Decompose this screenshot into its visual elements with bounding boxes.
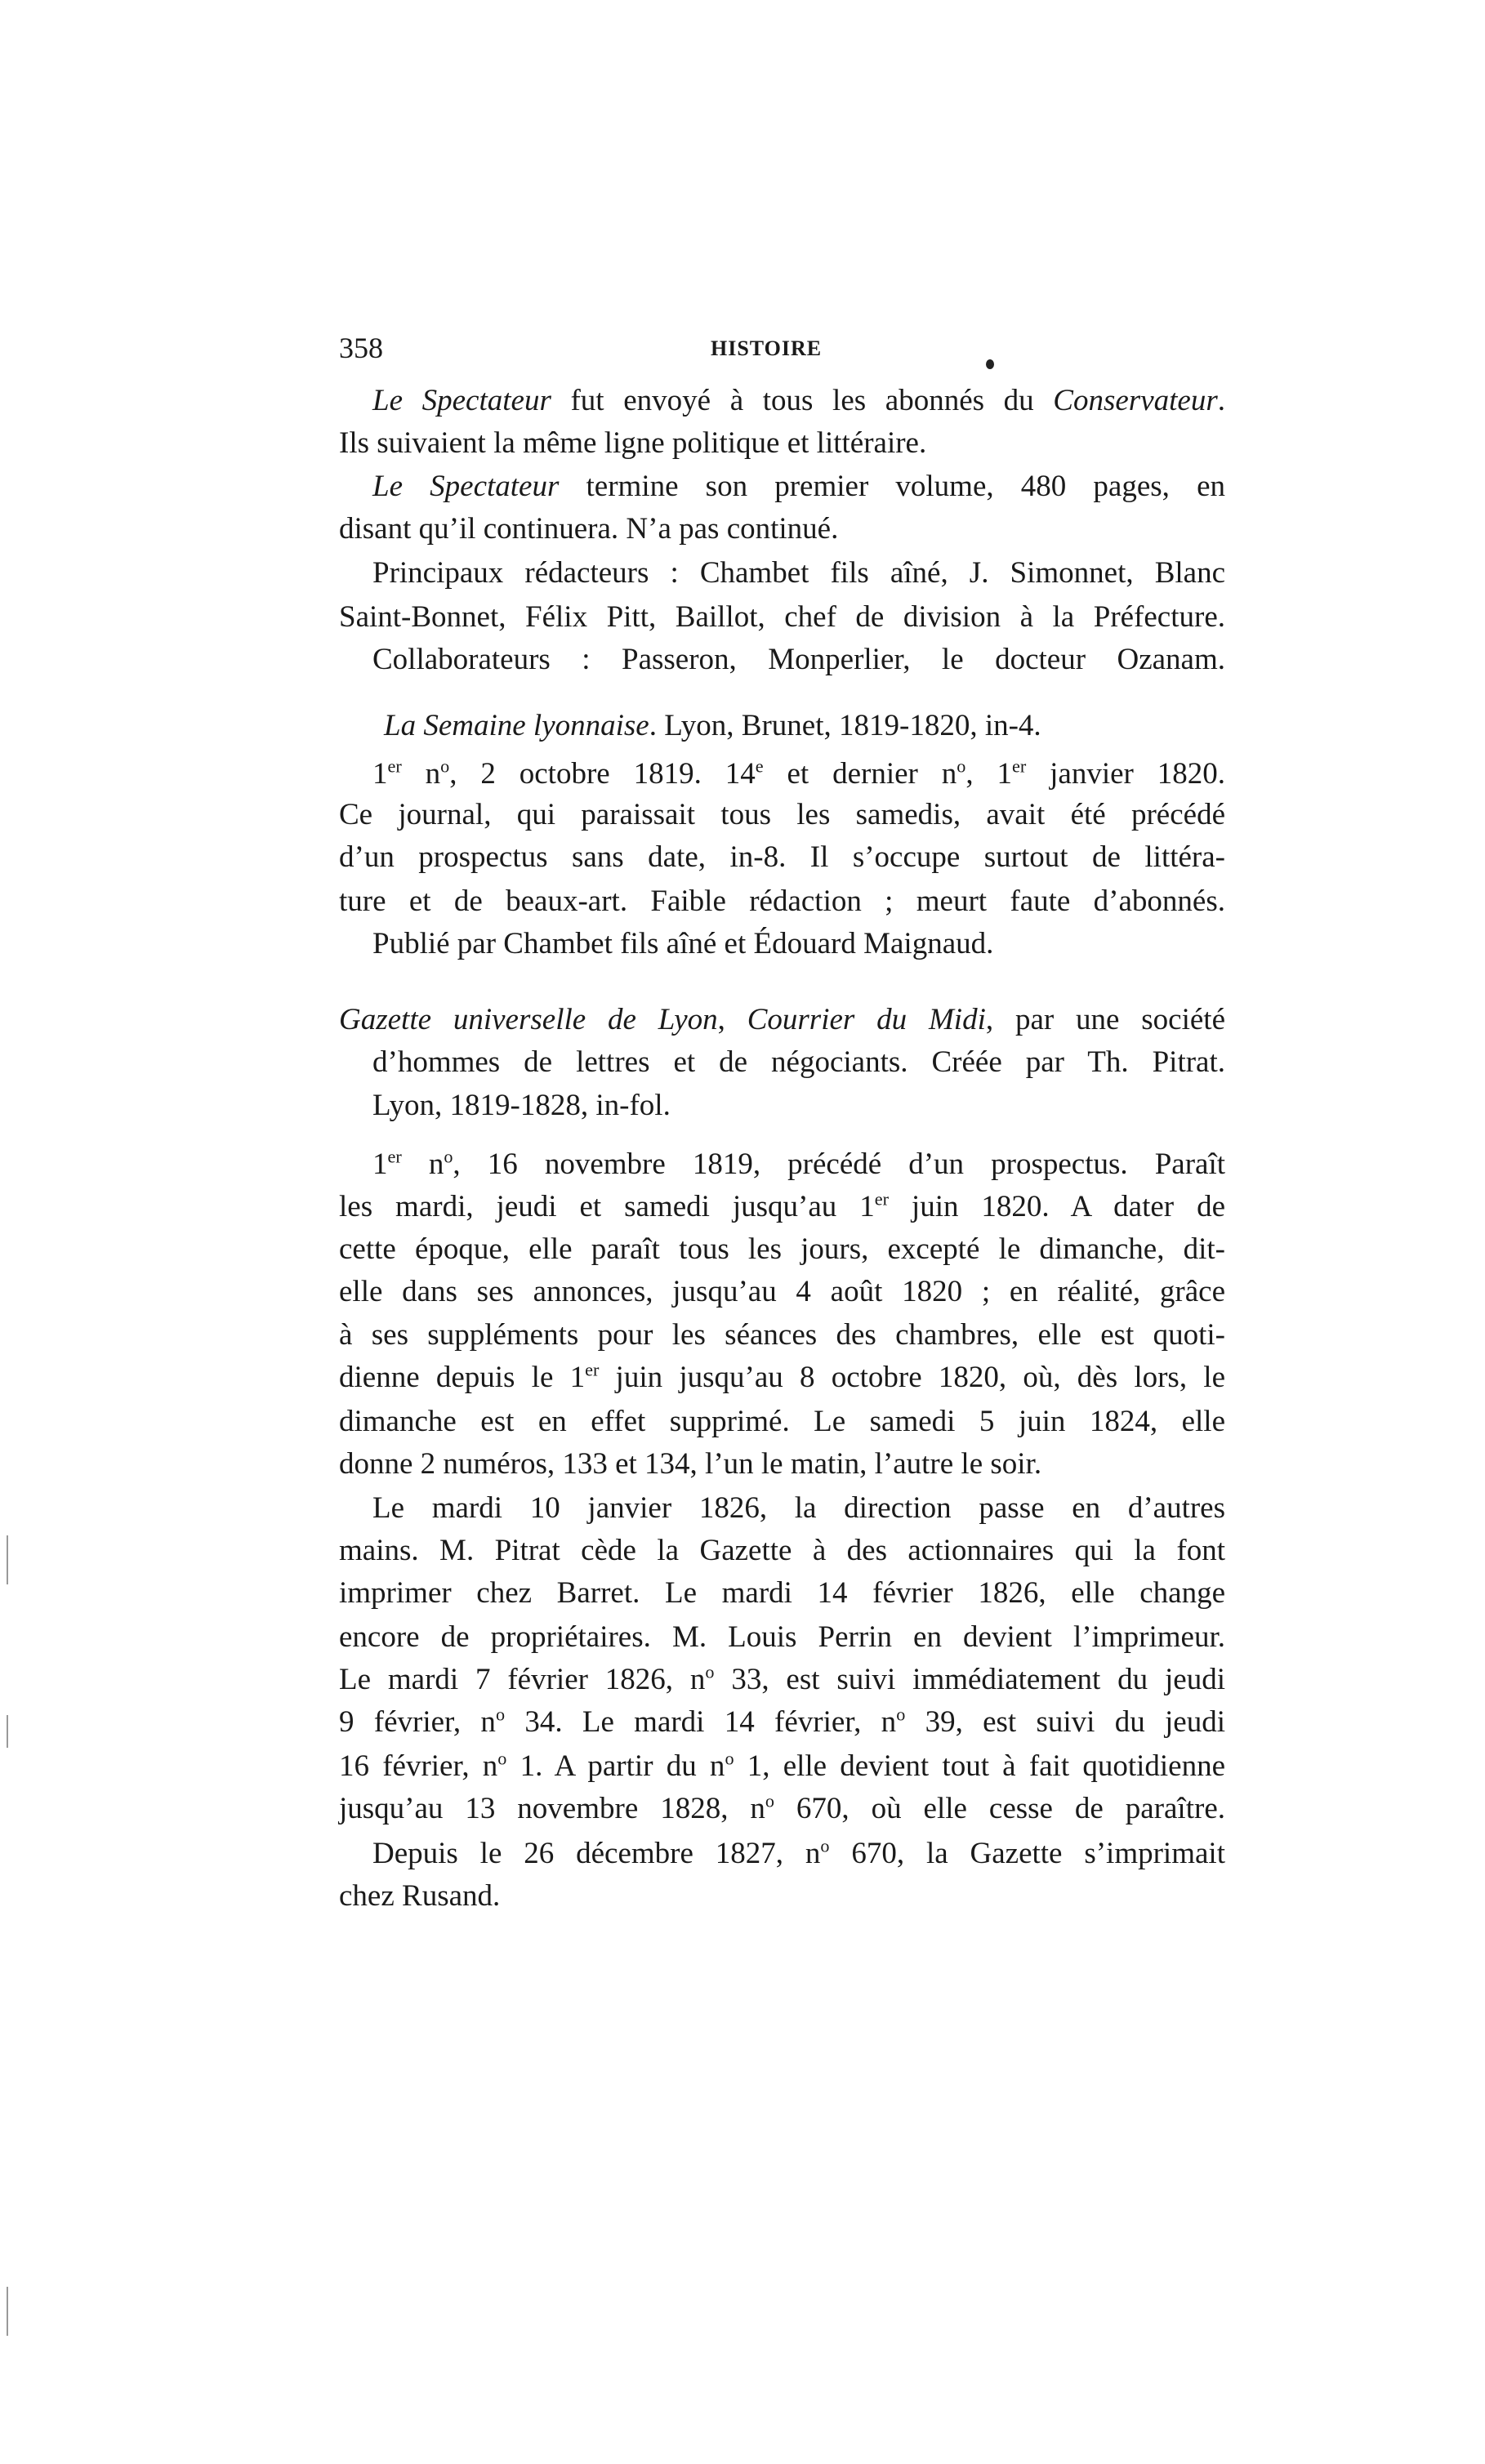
- text-run: fut envoyé à tous les abonnés du: [551, 384, 1054, 417]
- text-line: [339, 797, 1225, 833]
- italic-title: Gazette universelle de Lyon: [339, 1003, 718, 1036]
- text-line: [339, 884, 1225, 920]
- text-run: 1: [372, 1147, 388, 1181]
- text-line: [339, 1317, 1225, 1353]
- superscript: er: [1011, 755, 1027, 777]
- text-line: [339, 1749, 1225, 1785]
- text-line: [372, 469, 1225, 505]
- text-run: d’un prospectus sans date, in-8. Il s’occupe surtout de littéra-: [339, 840, 1225, 874]
- text-run: Ce journal, qui paraissait tous les samedis, avait été précédé: [339, 798, 1225, 831]
- text-line: [372, 1490, 1225, 1526]
- text-line: [372, 383, 1225, 419]
- text-run: dienne depuis le 1: [339, 1361, 586, 1394]
- text-run: elle dans ses annonces, jusqu’au 4 août 1820 ; en réalité, grâce: [339, 1275, 1225, 1308]
- text-line: [372, 1045, 1225, 1081]
- superscript: o: [440, 755, 450, 777]
- text-run: Publié par Chambet fils aîné et Édouard Maignaud.: [372, 927, 994, 960]
- text-line: [339, 1791, 1225, 1827]
- superscript: o: [957, 755, 966, 777]
- text-run: imprimer chez Barret. Le mardi 14 février 1826, elle change: [339, 1576, 1225, 1610]
- text-run: , par une société: [985, 1003, 1225, 1036]
- margin-mark: [7, 1535, 8, 1584]
- text-line: [339, 1189, 1225, 1225]
- text-line: [339, 1662, 1225, 1698]
- text-run: encore de propriétaires. M. Louis Perrin en devient l’imprimeur.: [339, 1620, 1225, 1654]
- text-line: [339, 840, 1225, 876]
- text-run: n: [401, 1147, 444, 1181]
- superscript: o: [705, 1661, 715, 1682]
- text-line: [339, 1232, 1225, 1268]
- text-run: Ils suivaient la même ligne politique et littéraire.: [339, 426, 927, 460]
- text-line: [339, 1360, 1225, 1396]
- text-run: 1. A partir du n: [506, 1749, 725, 1783]
- italic-title: Le Spectateur: [372, 384, 551, 417]
- text-run: jusqu’au 13 novembre 1828, n: [339, 1792, 765, 1825]
- text-run: mains. M. Pitrat cède la Gazette à des actionnaires qui la font: [339, 1534, 1225, 1567]
- italic-title: Conservateur: [1053, 384, 1218, 417]
- text-line: [372, 1147, 1225, 1183]
- superscript: e: [755, 755, 764, 777]
- superscript: o: [896, 1704, 906, 1725]
- text-run: 1: [372, 757, 388, 791]
- text-line: [339, 426, 926, 461]
- text-run: chez Rusand.: [339, 1879, 501, 1913]
- text-line: [372, 926, 993, 962]
- text-run: ,: [717, 1003, 747, 1036]
- superscript: o: [495, 1704, 506, 1725]
- italic-title: La Semaine lyonnaise: [384, 709, 649, 742]
- text-line: [384, 708, 1041, 744]
- text-line: [339, 511, 838, 547]
- text-run: donne 2 numéros, 133 et 134, l’un le matin, l’autre le soir.: [339, 1447, 1042, 1481]
- text-line: [339, 1533, 1225, 1569]
- text-run: 33, est suivi immédiatement du jeudi: [714, 1663, 1225, 1696]
- text-line: [339, 1620, 1225, 1655]
- text-run: 1, elle devient tout à fait quotidienne: [734, 1749, 1226, 1783]
- text-line: [339, 1704, 1225, 1740]
- text-line: [339, 1002, 1225, 1038]
- page-number: 358: [339, 332, 383, 364]
- text-run: termine son premier volume, 480 pages, en: [559, 470, 1225, 503]
- text-line: [372, 756, 1225, 792]
- text-run: , 2 octobre 1819. 14: [449, 757, 756, 791]
- text-run: Lyon, 1819-1828, in-fol.: [372, 1089, 671, 1122]
- text-line: [339, 1446, 1041, 1482]
- text-run: ture et de beaux-art. Faible rédaction ; meurt faute d’abonnés.: [339, 884, 1225, 918]
- text-run: juin 1820. A dater de: [888, 1190, 1225, 1223]
- text-run: dimanche est en effet supprimé. Le samedi 5 juin 1824, elle: [339, 1405, 1225, 1438]
- text-run: .: [1217, 384, 1225, 417]
- text-run: . Lyon, Brunet, 1819-1820, in-4.: [649, 709, 1041, 742]
- margin-mark: [7, 1715, 8, 1748]
- superscript: o: [444, 1146, 453, 1167]
- text-run: d’hommes de lettres et de négociants. Créée par Th. Pitrat.: [372, 1045, 1225, 1079]
- margin-mark: [7, 2287, 8, 2336]
- superscript: o: [497, 1748, 507, 1769]
- text-run: , 16 novembre 1819, précédé d’un prospectus. Paraît: [453, 1147, 1226, 1181]
- text-run: 9 février, n: [339, 1705, 496, 1739]
- text-line: [339, 1575, 1225, 1611]
- text-run: Saint-Bonnet, Félix Pitt, Baillot, chef de division à la Préfecture.: [339, 600, 1225, 634]
- italic-title: Le Spectateur: [372, 470, 560, 503]
- text-run: Principaux rédacteurs : Chambet fils aîné, J. Simonnet, Blanc: [372, 556, 1225, 590]
- superscript: er: [874, 1188, 889, 1210]
- superscript: o: [765, 1790, 774, 1811]
- text-run: 39, est suivi du jeudi: [905, 1705, 1226, 1739]
- text-line: [339, 1274, 1225, 1310]
- text-run: 670, la Gazette s’imprimait: [829, 1837, 1225, 1870]
- text-run: les mardi, jeudi et samedi jusqu’au 1: [339, 1190, 875, 1223]
- text-run: 670, où elle cesse de paraître.: [774, 1792, 1225, 1825]
- text-run: à ses suppléments pour les séances des chambres, elle est quoti-: [339, 1318, 1225, 1352]
- superscript: er: [585, 1359, 600, 1380]
- text-run: Le mardi 7 février 1826, n: [339, 1663, 706, 1696]
- text-run: Collaborateurs : Passeron, Monperlier, le docteur Ozanam.: [372, 643, 1225, 676]
- superscript: er: [387, 755, 402, 777]
- text-run: cette époque, elle paraît tous les jours, excepté le dimanche, dit-: [339, 1232, 1225, 1266]
- text-run: et dernier n: [763, 757, 957, 791]
- superscript: er: [387, 1146, 402, 1167]
- text-line: [339, 1878, 500, 1914]
- superscript: o: [820, 1835, 830, 1856]
- text-line: [339, 1404, 1225, 1440]
- running-title: HISTOIRE: [711, 336, 823, 360]
- text-line: [372, 642, 1225, 678]
- ink-dot: [986, 359, 994, 369]
- text-line: [372, 555, 1225, 591]
- text-line: [372, 1836, 1225, 1872]
- text-run: Le mardi 10 janvier 1826, la direction passe en d’autres: [372, 1491, 1225, 1525]
- text-run: 34. Le mardi 14 février, n: [505, 1705, 897, 1739]
- text-run: n: [401, 757, 441, 791]
- text-run: janvier 1820.: [1026, 757, 1225, 791]
- text-run: , 1: [965, 757, 1012, 791]
- text-run: disant qu’il continuera. N’a pas continué.: [339, 512, 839, 546]
- text-run: Depuis le 26 décembre 1827, n: [372, 1837, 821, 1870]
- italic-title: Courrier du Midi: [747, 1003, 986, 1036]
- text-line: [339, 599, 1225, 635]
- superscript: o: [725, 1748, 734, 1769]
- text-run: 16 février, n: [339, 1749, 498, 1783]
- text-run: juin jusqu’au 8 octobre 1820, où, dès lors, le: [599, 1361, 1226, 1394]
- text-line: [372, 1088, 671, 1124]
